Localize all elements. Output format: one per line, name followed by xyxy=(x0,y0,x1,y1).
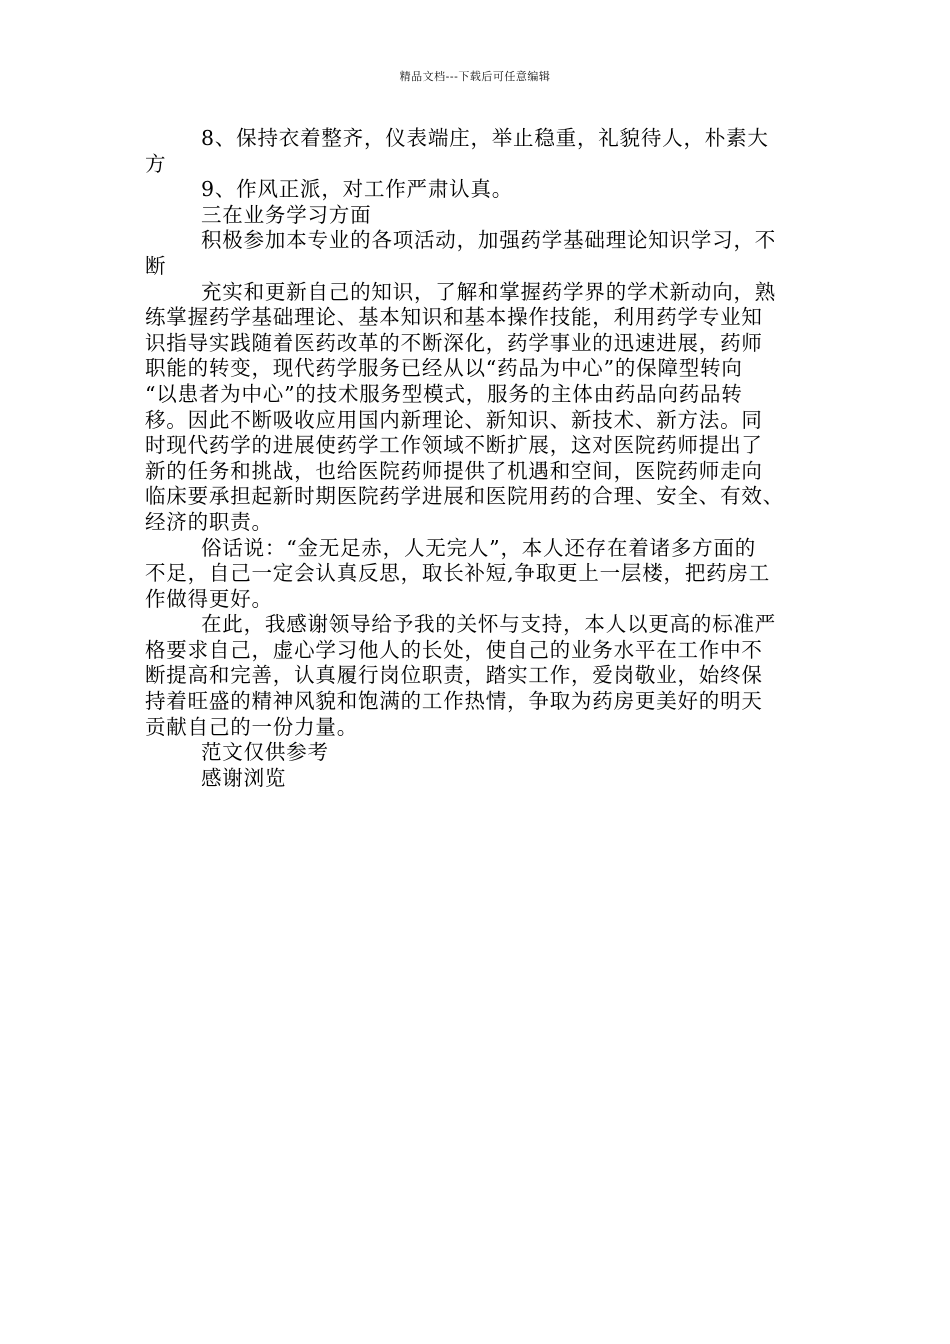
text-line: 新的任务和挑战，也给医院药师提供了机遇和空间，医院药师走向 xyxy=(145,458,763,483)
text-line: 移。因此不断吸收应用国内新理论、新知识、新技术、新方法。同 xyxy=(145,407,763,432)
text-line: 职能的转变，现代药学服务已经从以“药品为中心”的保障型转向 xyxy=(145,356,743,381)
footer-note: 范文仅供参考 xyxy=(201,740,329,765)
text-line: 断 xyxy=(145,253,167,278)
text-line: 持着旺盛的精神风貌和饱满的工作热情，争取为药房更美好的明天 xyxy=(145,689,763,714)
text-line: 作做得更好。 xyxy=(145,586,273,611)
text-line: 时现代药学的进展使药学工作领域不断扩展，这对医院药师提出了 xyxy=(145,433,763,458)
text-line: 方 xyxy=(145,151,167,176)
text-line: 9、作风正派，对工作严肃认真。 xyxy=(201,177,514,202)
footer-note: 感谢浏览 xyxy=(201,765,287,790)
text-line: 不足，自己一定会认真反思，取长补短,争取更上一层楼，把药房工 xyxy=(145,561,771,586)
document-body xyxy=(145,126,815,791)
page-header: 精品文档---下载后可任意编辑 xyxy=(399,70,551,83)
text-line: “以患者为中心”的技术服务型模式，服务的主体由药品向药品转 xyxy=(145,381,743,406)
text-line: 俗话说：“金无足赤，人无完人”，本人还存在着诸多方面的 xyxy=(201,535,757,560)
section-heading: 三在业务学习方面 xyxy=(201,202,372,227)
text-line: 识指导实践随着医药改革的不断深化，药学事业的迅速进展，药师 xyxy=(145,330,763,355)
text-line: 格要求自己，虚心学习他人的长处，使自己的业务水平在工作中不 xyxy=(145,637,763,662)
text-line: 经济的职责。 xyxy=(145,509,273,534)
text-line: 临床要承担起新时期医院药学进展和医院用药的合理、安全、有效、 xyxy=(145,484,784,509)
text-line: 断提高和完善，认真履行岗位职责，踏实工作，爱岗敬业，始终保 xyxy=(145,663,763,688)
text-line: 贡献自己的一份力量。 xyxy=(145,714,358,739)
text-line: 练掌握药学基础理论、基本知识和基本操作技能，利用药学专业知 xyxy=(145,305,763,330)
text-line: 积极参加本专业的各项活动，加强药学基础理论知识学习，不 xyxy=(201,228,777,253)
text-line: 8、保持衣着整齐，仪表端庄，举止稳重，礼貌待人，朴素大 xyxy=(201,126,769,150)
text-line: 充实和更新自己的知识，了解和掌握药学界的学术新动向，熟 xyxy=(201,279,777,304)
text-line: 在此，我感谢领导给予我的关怀与支持，本人以更高的标准严 xyxy=(201,612,777,637)
